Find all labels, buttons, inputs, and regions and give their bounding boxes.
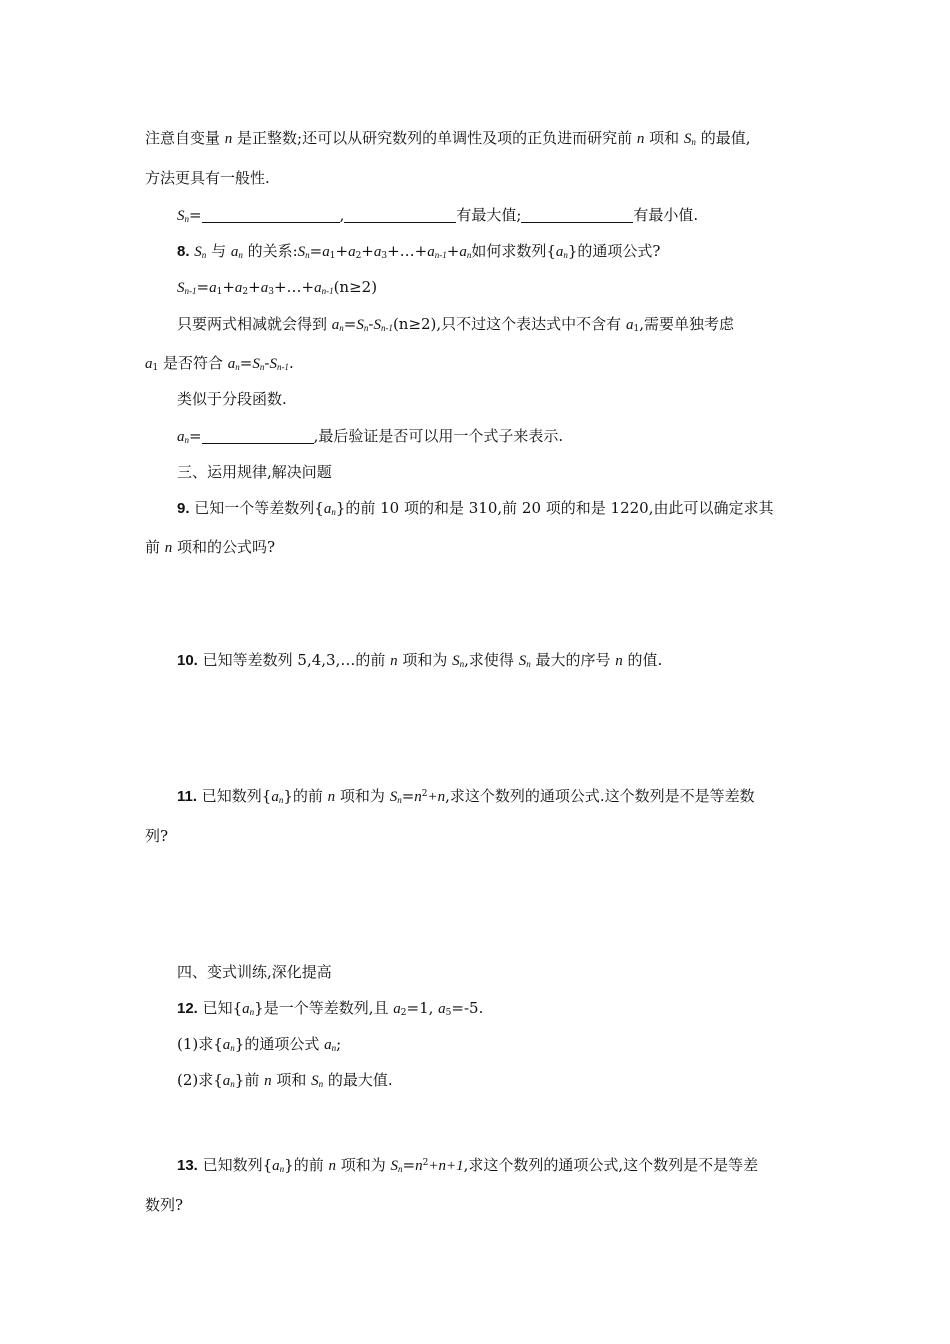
blank-an-expression[interactable] xyxy=(202,428,314,444)
q9-line-1: 9. 已知一个等差数列$\{a_n\}$的前 10 项的和是 310,前 20 项的和是 1220,由此可以确定求其 xyxy=(177,499,774,517)
q8-line-3: 只要两式相减就会得到 $a_n=S_n-S_{n-1}(n\ge 2)$,只不过这个表达式中不含有 $a_1$,需要单独考虑 xyxy=(177,315,734,334)
q12-part-1: (1)求$\{a_n\}$的通项公式 $a_n$; xyxy=(177,1035,342,1053)
q12-line-1: 12. 已知$\{a_n\}$是一个等差数列,且 $a_2=1$, $a_5=-5$. xyxy=(177,999,484,1018)
section-3-heading: 三、运用规律,解决问题 xyxy=(177,463,332,481)
q9-line-2: 前 n 项和的公式吗? xyxy=(145,538,276,556)
q8-line-5: 类似于分段函数. xyxy=(177,390,287,408)
blank-max-condition[interactable] xyxy=(344,207,456,223)
q8-line-2: $S_{n-1}=a_1+a_2+a_3+\dots+a_{n-1}(n\ge 2)$ xyxy=(177,278,378,297)
blank-sn-expression[interactable] xyxy=(202,207,340,223)
q13-line-2: 数列? xyxy=(145,1196,184,1214)
intro-line-2: 方法更具有一般性. xyxy=(145,169,270,187)
q8-line-6: $a_n=$ ,最后验证是否可以用一个式子来表示. xyxy=(177,427,564,445)
q12-part-2: (2)求$\{a_n\}$前 n 项和 $S_n$ 的最大值. xyxy=(177,1071,393,1089)
blank-min-condition[interactable] xyxy=(521,207,633,223)
q11-line-1: 11. 已知数列$\{a_n\}$的前 n 项和为 $S_n=n^2+n$,求这个数列的通项公式.这个数列是不是等差数 xyxy=(177,787,755,805)
q10-line-1: 10. 已知等差数列 5,4,3,…的前 n 项和为 $S_n$,求使得 $S_n$ 最大的序号 n 的值. xyxy=(177,651,663,669)
q8-line-4: $a_1$ 是否符合 $a_n=S_n-S_{n-1}$. xyxy=(145,354,294,373)
q11-line-2: 列? xyxy=(145,827,169,845)
sn-fill-line: $S_n=$ , 有最大值; 有最小值. xyxy=(177,206,699,224)
q13-line-1: 13. 已知数列$\{a_n\}$的前 n 项和为 $S_n=n^2+n+1$,求这个数列的通项公式,这个数列是不是等差 xyxy=(177,1156,759,1174)
q8-line-1: 8. $S_n$ 与 $a_n$ 的关系$:S_n=a_1+a_2+a_3+\dots+a_{n-1}+a_n$如何求数列$\{a_n\}$的通项公式? xyxy=(177,242,661,261)
intro-line-1: 注意自变量 n 是正整数;还可以从研究数列的单调性及项的正负进而研究前 n 项和 $S_n$ 的最值, xyxy=(145,129,751,147)
section-4-heading: 四、变式训练,深化提高 xyxy=(177,963,332,981)
